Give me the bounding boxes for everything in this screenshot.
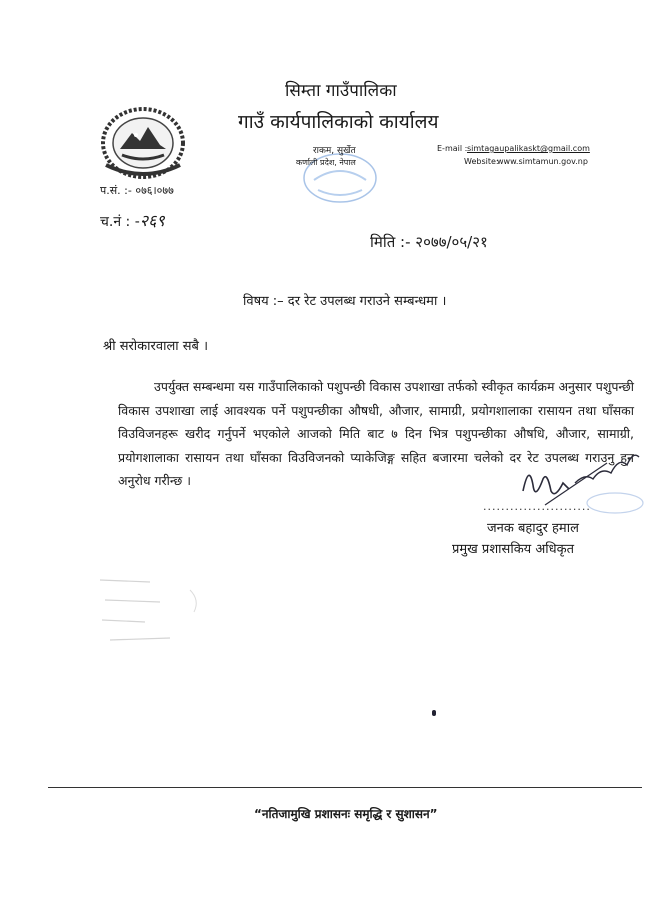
footer-motto: “नतिजामुखि प्रशासनः समृद्धि र सुशासन” <box>254 807 438 821</box>
nepal-government-emblem-icon <box>98 105 188 180</box>
dispatch-label: च.नं : - <box>100 214 140 230</box>
website-address: www.simtamun.gov.np <box>497 157 588 166</box>
letter-body: उपर्युक्त सम्बन्धमा यस गाउँपालिकाको पशुपन्छी विकास उपशाखा तर्फको स्वीकृत कार्यक्रम अनुसार पशुपन्छी विकास उपशाखा लाई आवश्यक पर्ने पशुपन्छीका औषधी, औजार, सामाग्री, प्रयोगशालाका रासायन तथा घाँसका विउविजनहरू खरीद गर्नुपर्ने भएकोले आजको मिति बाट ७ दिन भित्र पशुपन्छीका औषधि, औजार, सामाग्री, प्रयोगशालाका रासायन तथा घाँसका विउविजनको प्याकेजिङ्ग सहित बजारमा चलेको दर रेट उपलब्ध गराउनु हुन अनुरोध गरीन्छ । <box>118 379 634 488</box>
faint-bleed-through-icon <box>90 560 240 660</box>
footer-divider <box>48 787 642 788</box>
email-address: simtagaupalikaskt@gmail.com <box>467 144 590 153</box>
office-name: गाउँ कार्यपालिकाको कार्यालय <box>238 111 439 133</box>
ink-speck <box>432 710 436 716</box>
dispatch-number <box>100 209 165 231</box>
address-line-1: राकम, सुर्खेत <box>313 146 356 156</box>
email-label: E-mail : <box>437 144 468 153</box>
signatory-name: जनक बहादुर हमाल <box>487 521 579 536</box>
signatory-title: प्रमुख प्रशासकिय अधिकृत <box>452 542 575 557</box>
letter-date: मिति :- २०७७/०५/२१ <box>370 233 488 251</box>
addressee: श्री सरोकारवाला सबै । <box>103 339 209 354</box>
signature-line: ........................ <box>483 500 591 513</box>
reference-number: प.सं. :- ०७६।०७७ <box>100 184 174 197</box>
dispatch-value: २६९ <box>139 211 165 230</box>
municipality-name: सिम्ता गाउँपालिका <box>285 81 397 101</box>
letter-subject: विषय :– दर रेट उपलब्ध गराउने सम्बन्धमा । <box>243 294 447 309</box>
address-line-2: कर्णाली प्रदेश, नेपाल <box>296 158 356 167</box>
website-label: Website: <box>464 157 499 166</box>
